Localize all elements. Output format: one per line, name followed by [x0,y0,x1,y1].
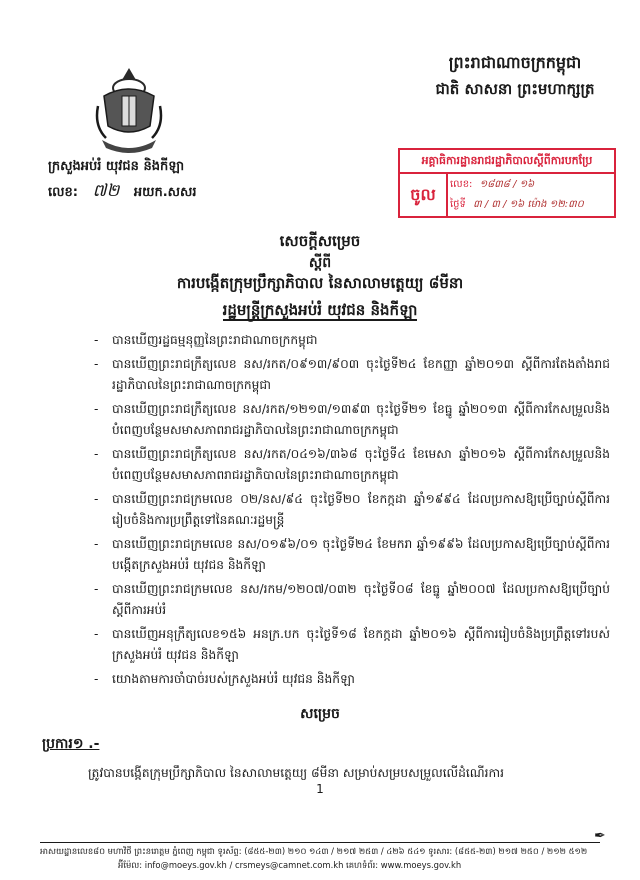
article-1-label: ប្រការ១ .- [42,736,100,752]
ministry-emblem-icon [92,66,166,154]
reference-line [48,180,197,205]
reference-number: ៧២ [92,181,120,201]
stamp-number-label: លេខ: [450,179,473,190]
national-motto: ជាតិ សាសនា ព្រះមហាក្សត្រ [435,80,595,98]
page-number: 1 [316,782,324,796]
document-type-title: សេចក្ដីសម្រេច [279,232,361,250]
receipt-stamp [398,148,616,218]
list-item: - បានឃើញអនុក្រឹត្យលេខ១៥៦ អនក្រ.បក ចុះថ្ងៃទី១៨ ខែកក្កដា ឆ្នាំ២០១៦ ស្ដីពីការរៀបចំនិងប្រព្រឹត្តទៅរបស់ក្រសួងអប់រំ យុវជន និងកីឡា [90,624,610,666]
decision-heading: សម្រេច [300,706,340,722]
footer-contact: អ៊ីម៉ែល: info@moeys.gov.kh / crsmeys@camnet.com.kh គេហទំព័រ: www.moeys.gov.kh [118,860,462,870]
footer-address: អាសយដ្ឋានលេខ៨០ មហាវិថី ព្រះនរោត្តម ភ្នំពេញ កម្ពុជា ទូរស័ព្ទ: (៨៥៥-២៣) ២១០ ១៤៣ / ២១៧ ២៥៣ / ៤២៦ ៥៤១ ទូរសារ: (៨៥៥-២៣) ២១៧ ២៥០ / ២១២ ៥១២ [40,846,588,856]
signature-flourish-icon: ✒ [594,828,606,844]
stamp-date-value: ៣ / ៣ / ១៦ ម៉ោង ១២:៣០ [473,199,584,210]
subject-label: ស្ដីពី [308,255,332,271]
stamp-date-label: ថ្ងៃទី [450,199,466,210]
considerations-list [90,330,610,693]
subject-title: ការបង្កើតក្រុមប្រឹក្សាភិបាល នៃសាលាមត្តេយ្យ ៨មីនា [176,274,464,292]
stamp-date-line [450,197,584,212]
list-item: - បានឃើញរដ្ឋធម្មនុញ្ញនៃព្រះរាជាណាចក្រកម្ពុជា [90,330,610,351]
list-item: - បានឃើញព្រះរាជក្រឹត្យលេខ នស/រកត/១២១៣/១៣៩៣ ចុះថ្ងៃទី២១ ខែធ្នូ ឆ្នាំ២០១៣ ស្ដីពីការកែសម្រួលនិងបំពេញបន្ថែមសមាសភាពរាជរដ្ឋាភិបាលនៃព្រះរាជាណាចក្រកម្ពុជា [90,399,610,441]
issuer-title [0,301,640,323]
issuer-title-text: រដ្ឋមន្ត្រីក្រសួងអប់រំ យុវជន និងកីឡា [222,301,418,319]
kingdom-name: ព្រះរាជាណាចក្រកម្ពុជា [448,53,582,72]
list-item: - បានឃើញព្រះរាជក្រមលេខ ០២/នស/៩៤ ចុះថ្ងៃទី២០ ខែកក្កដា ឆ្នាំ១៩៩៤ ដែលប្រកាសឱ្យប្រើច្បាប់ស្ដីពីការរៀបចំនិងការប្រព្រឹត្តទៅនៃគណៈរដ្ឋមន្ត្រី [90,489,610,531]
list-item: - បានឃើញព្រះរាជក្រមលេខ នស/រកម/១២០៧/០៣២ ចុះថ្ងៃទី០៨ ខែធ្នូ ឆ្នាំ២០០៧ ដែលប្រកាសឱ្យប្រើច្បាប់ស្ដីពីការអប់រំ [90,579,610,621]
list-item: - បានឃើញព្រះរាជក្រឹត្យលេខ នស/រកត/០៩១៣/៩០៣ ចុះថ្ងៃទី២៤ ខែកញ្ញា ឆ្នាំ២០១៣ ស្ដីពីការតែងតាំងរាជរដ្ឋាភិបាលនៃព្រះរាជាណាចក្រកម្ពុជា [90,354,610,396]
stamp-number-value: ១៨៣៨ / ១៦ [479,179,535,190]
list-item: - បានឃើញព្រះរាជក្រឹត្យលេខ នស/រកត/០៤១៦/៣៦៨ ចុះថ្ងៃទី៤ ខែមេសា ឆ្នាំ២០១៦ ស្ដីពីការកែសម្រួលនិងបំពេញបន្ថែមសមាសភាពរាជរដ្ឋាភិបាលនៃព្រះរាជាណាចក្រកម្ពុជា [90,444,610,486]
reference-suffix: អយក.សសរ [133,185,197,200]
stamp-number-line [450,177,534,192]
stamp-label: ចូល [400,174,448,216]
list-item: - បានឃើញព្រះរាជក្រមលេខ នស/០១៩៦/០១ ចុះថ្ងៃទី២៤ ខែមករា ឆ្នាំ១៩៩៦ ដែលប្រកាសឱ្យប្រើច្បាប់ស្ដីពីការបង្កើតក្រសួងអប់រំ យុវជន និងកីឡា [90,534,610,576]
footer-divider [40,842,600,843]
ministry-name: ក្រសួងអប់រំ យុវជន និងកីឡា [48,159,185,174]
reference-label: លេខ: [48,185,78,200]
list-item: - យោងតាមការចាំបាច់របស់ក្រសួងអប់រំ យុវជន និងកីឡា [90,669,610,690]
stamp-title: អគ្គាធិការដ្ឋានរាជរដ្ឋាភិបាលស្ដីពីការបកប្រែ [400,150,614,174]
article-1-text: ត្រូវបានបង្កើតក្រុមប្រឹក្សាភិបាល នៃសាលាមត្តេយ្យ ៨មីនា សម្រាប់សម្របសម្រួលលើដំណើរការ [88,766,504,780]
